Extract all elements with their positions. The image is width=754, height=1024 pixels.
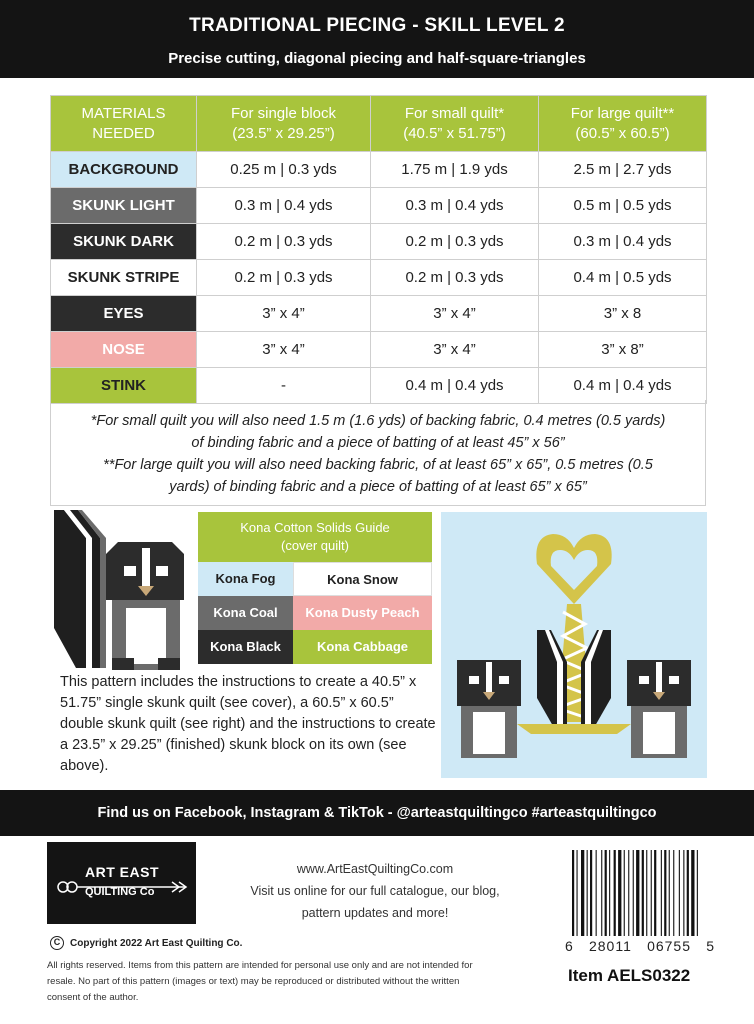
barcode-digit: 6 [565,938,574,954]
table-cell: 0.3 m | 0.4 yds [371,188,539,224]
table-cell: 0.4 m | 0.4 yds [371,368,539,404]
copyright-line [50,936,242,950]
table-row [51,152,707,188]
barcode-digit: 06755 [647,938,692,954]
barcode-bar [697,850,698,936]
barcode-bar [614,850,616,936]
barcode-bar [669,850,670,936]
rights-notice: All rights reserved. Items from this pattern are intended for personal use only and are not intended for resale. No part of this pattern (images or text) may be reproduced or distributed without the written consent of the author. [47,960,473,1003]
table-row [51,188,707,224]
barcode-bar [618,850,621,936]
table-cell: 0.2 m | 0.3 yds [197,260,371,296]
barcode-bar [654,850,656,936]
footnote-line: yards) of binding fabric and a piece of batting of at least 65” x 65” [169,479,587,495]
kona-guide-subtitle: (cover quilt) [281,538,349,553]
barcode-bar [633,850,634,936]
barcode-bar [628,850,629,936]
barcode-bar [642,850,644,936]
pattern-description: This pattern includes the instructions to create a 40.5” x 51.75” single skunk quilt (see cover), a 60.5” x 60.5” double skunk quilt (see right) and the instructions to create a 23.5” x 29.25” (finished) skunk block on its own (see above). [60,674,436,774]
table-cell: 0.4 m | 0.4 yds [539,368,707,404]
table-cell: 3” x 8 [539,296,707,332]
barcode-bar [572,850,574,936]
kona-swatch-coal: Kona Coal [198,596,293,630]
barcode-bar [661,850,662,936]
table-row [51,224,707,260]
materials-table [50,95,707,404]
barcode-bar [691,850,694,936]
header-cell: For small quilt* (40.5” x 51.75”) [371,96,539,152]
barcode-number [565,938,715,954]
kona-swatch-snow: Kona Snow [293,562,432,596]
footnote-line: **For large quilt you will also need backing fabric, of at least 65” x 65”, 0.5 metres (0.5 [103,457,653,473]
table-cell: 3” x 4” [371,296,539,332]
table-row [51,296,707,332]
barcode-bar [646,850,647,936]
barcode-bar [577,850,578,936]
barcode-digit: 5 [706,938,715,954]
table-cell: 0.2 m | 0.3 yds [371,260,539,296]
row-label-skunk-light: SKUNK LIGHT [51,188,197,224]
skunk-block-illustration [52,508,192,674]
item-code: Item AELS0322 [568,966,691,985]
logo-line-1: ART EAST [85,864,159,880]
website-text: Visit us online for our full catalogue, our blog, pattern updates and more! [250,884,500,920]
barcode-bar [679,850,680,936]
barcode-bar [605,850,607,936]
footnote-line: of binding fabric and a piece of batting of at least 45” x 56” [191,435,565,451]
page-subtitle: Precise cutting, diagonal piecing and half-square-triangles [168,50,586,67]
table-cell: 0.3 m | 0.4 yds [539,224,707,260]
barcode-bar [596,850,597,936]
barcode-bar [673,850,674,936]
kona-swatch-black: Kona Black [198,630,293,664]
table-cell: 2.5 m | 2.7 yds [539,152,707,188]
website-url[interactable]: www.ArtEastQuiltingCo.com [296,862,454,876]
table-cell: 0.2 m | 0.3 yds [371,224,539,260]
materials-header-row [51,96,707,152]
table-cell: 3” x 4” [371,332,539,368]
table-footnotes [50,400,706,506]
kona-guide-header [198,512,432,562]
table-cell: 3” x 4” [197,296,371,332]
barcode-bar [664,850,666,936]
barcode-bar [687,850,689,936]
header-bar [0,0,754,78]
barcode-bar [609,850,610,936]
website-info [250,858,500,924]
barcode-bar [590,850,592,936]
table-cell: 3” x 8” [539,332,707,368]
row-label-skunk-dark: SKUNK DARK [51,224,197,260]
footnote-line: *For small quilt you will also need 1.5 m (1.6 yds) of backing fabric, 0.4 metres (0.5 yards) [90,413,666,429]
header-cell: For large quilt** (60.5” x 60.5”) [539,96,707,152]
kona-swatch-dusty-peach: Kona Dusty Peach [293,596,432,630]
kona-guide [198,512,432,664]
barcode-bar [624,850,625,936]
table-cell: 3” x 4” [197,332,371,368]
social-banner: Find us on Facebook, Instagram & TikTok - @arteastquiltingco #arteastquiltingco [0,790,754,836]
barcode-graphic [568,850,708,945]
table-cell: - [197,368,371,404]
barcode-digit: 28011 [588,938,632,954]
table-row [51,332,707,368]
barcode-bar [581,850,584,936]
row-label-nose: NOSE [51,332,197,368]
header-cell: MATERIALS NEEDED [51,96,197,152]
table-cell: 0.5 m | 0.5 yds [539,188,707,224]
barcode-bar [601,850,602,936]
table-cell: 0.2 m | 0.3 yds [197,224,371,260]
table-cell: 0.3 m | 0.4 yds [197,188,371,224]
barcode-bar [587,850,588,936]
kona-swatch-cabbage: Kona Cabbage [293,630,432,664]
double-skunk-quilt-illustration [441,512,707,778]
table-row [51,260,707,296]
table-cell: 0.25 m | 0.3 yds [197,152,371,188]
row-label-eyes: EYES [51,296,197,332]
brand-logo [47,842,196,924]
page-title: TRADITIONAL PIECING - SKILL LEVEL 2 [189,15,565,36]
copyright-icon: C [50,936,64,950]
row-label-background: BACKGROUND [51,152,197,188]
table-row [51,368,707,404]
table-cell: 1.75 m | 1.9 yds [371,152,539,188]
copyright-text: Copyright 2022 Art East Quilting Co. [70,937,243,949]
logo-line-2: QUILTING Co [85,886,155,898]
table-cell: 0.4 m | 0.5 yds [539,260,707,296]
kona-swatch-fog: Kona Fog [198,562,293,596]
barcode-bar [683,850,684,936]
row-label-stink: STINK [51,368,197,404]
barcode-bar [636,850,639,936]
row-label-skunk-stripe: SKUNK STRIPE [51,260,197,296]
barcode-bar [651,850,652,936]
kona-guide-title: Kona Cotton Solids Guide [240,520,390,535]
header-cell: For single block (23.5” x 29.25”) [197,96,371,152]
